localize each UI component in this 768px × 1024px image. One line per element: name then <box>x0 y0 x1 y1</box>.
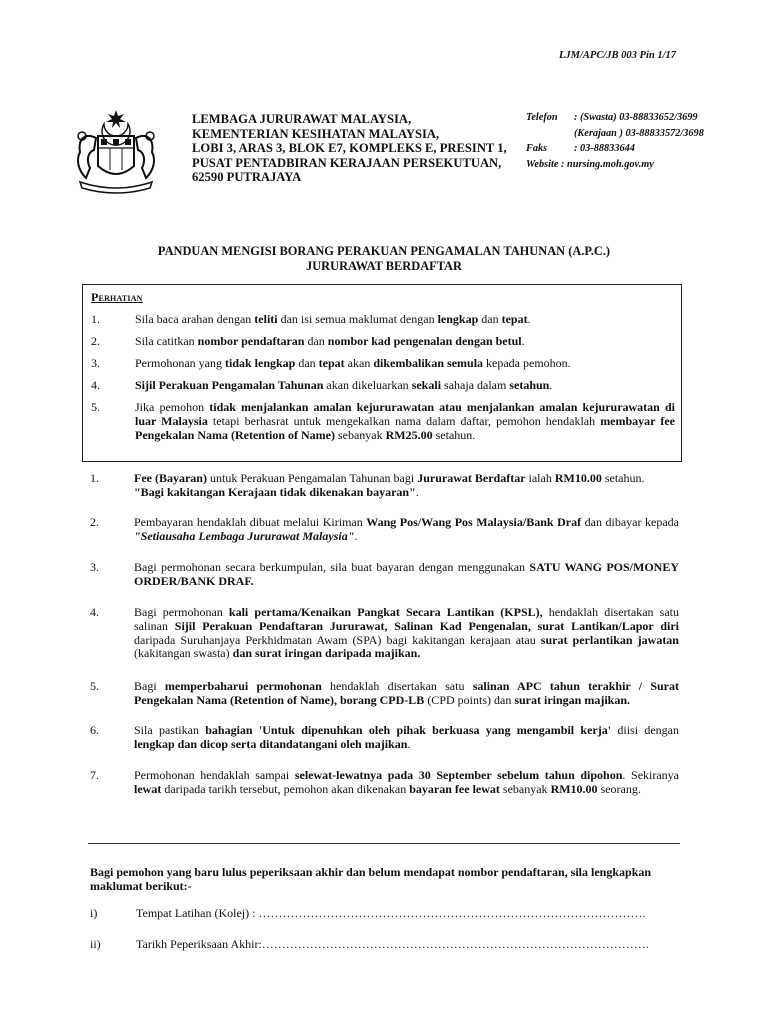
instruction-text: Sila pastikan bahagian 'Untuk dipenuhkan oleh pihak berkuasa yang mengambil kerja' diisi dengan lengkap dan dicop serta ditandatangani oleh majikan. <box>134 723 679 751</box>
notice-box <box>82 284 682 462</box>
instruction-number: 2. <box>90 515 99 529</box>
instruction-text: Permohonan hendaklah sampai selewat-lewatnya pada 30 September sebelum tahun dipohon. Sekiranya lewat daripada tarikh tersebut, pemohon akan dikenakan bayaran fee lewat sebanyak RM10.00 seorang. <box>134 768 680 796</box>
notice-item-text: Jika pemohon tidak menjalankan amalan kejururawatan atau menjalankan amalan kejururawatan di luar Malaysia tetapi berhasrat untuk mengekalkan nama dalam daftar, pemohon hendaklah membayar fee Pengekalan Nama (Retention of Name) sebanyak RM25.00 setahun. <box>135 400 675 442</box>
notice-item-number: 4. <box>91 378 100 392</box>
notice-heading: Perhatian <box>91 290 143 304</box>
fax-label: Faks <box>526 143 548 155</box>
instruction-text: Fee (Bayaran) untuk Perakuan Pengamalan Tahunan bagi Jururawat Berdaftar ialah RM10.00 setahun. "Bagi kakitangan Kerajaan tidak dikenakan bayaran". <box>134 471 645 499</box>
notice-item-number: 5. <box>91 400 100 414</box>
field-number: ii) <box>90 937 101 951</box>
org-line: KEMENTERIAN KESIHATAN MALAYSIA, <box>192 126 440 141</box>
document-reference: LJM/APC/JB 003 Pin 1/17 <box>559 50 676 61</box>
notice-item-text: Sila catitkan nombor pendaftaran dan nombor kad pengenalan dengan betul. <box>135 334 525 348</box>
instruction-number: 4. <box>90 605 99 619</box>
malaysia-coat-of-arms-icon <box>66 108 166 194</box>
instruction-text: Bagi permohonan secara berkumpulan, sila buat bayaran dengan menggunakan SATU WANG POS/MONEY ORDER/BANK DRAF. <box>134 560 680 588</box>
notice-item-number: 2. <box>91 334 100 348</box>
website: Website : nursing.moh.gov.my <box>526 158 654 170</box>
notice-item-number: 3. <box>91 356 100 370</box>
instruction-number: 5. <box>90 679 99 693</box>
notice-item-text: Sila baca arahan dengan teliti dan isi semua maklumat dengan lengkap dan tepat. <box>135 312 531 326</box>
fax-number: : 03-88833644 <box>574 143 635 155</box>
notice-item-number: 1. <box>91 312 100 326</box>
instruction-number: 1. <box>90 471 99 485</box>
instruction-text: Bagi memperbaharui permohonan hendaklah disertakan satu salinan APC tahun terakhir / Surat Pengekalan Nama (Retention of Name), borang CPD-LB (CPD points) dan surat iringan majikan. <box>134 679 680 707</box>
instruction-number: 3. <box>90 560 99 574</box>
field-number: i) <box>90 906 98 920</box>
title-line-1: PANDUAN MENGISI BORANG PERAKUAN PENGAMALAN TAHUNAN (A.P.C.) <box>157 244 611 258</box>
instruction-number: 6. <box>90 723 99 737</box>
instruction-text: Bagi permohonan kali pertama/Kenaikan Pangkat Secara Lantikan (KPSL), hendaklah disertakan satu salinan Sijil Perakuan Pendaftaran Jururawat, Salinan Kad Pengenalan, surat Lantikan/Lapor diri daripada Suruhanjaya Perkhidmatan Awam (SPA) bagi kakitangan kerajaan atau surat perlantikan jawatan (kakitangan swasta) dan surat iringan daripada majikan. <box>134 605 679 661</box>
tel-swasta: : (Swasta) 03-88833652/3699 <box>574 112 698 123</box>
org-line: PUSAT PENTADBIRAN KERAJAAN PERSEKUTUAN, <box>192 155 502 170</box>
notice-item-text: Sijil Perakuan Pengamalan Tahunan akan dikeluarkan sekali sahaja dalam setahun. <box>135 378 553 392</box>
tel-label: Telefon <box>526 112 558 123</box>
org-line: LEMBAGA JURURAWAT MALAYSIA, <box>192 112 412 126</box>
contact-info <box>526 110 704 172</box>
org-line: LOBI 3, ARAS 3, BLOK E7, KOMPLEKS E, PRESINT 1, <box>192 141 507 156</box>
notice-item-text: Permohonan yang tidak lengkap dan tepat akan dikembalikan semula kepada pemohon. <box>135 356 571 370</box>
field-label: Tempat Latihan (Kolej) : ……………………………………………………………………………………. <box>136 906 646 920</box>
instruction-text: Pembayaran hendaklah dibuat melalui Kiriman Wang Pos/Wang Pos Malaysia/Bank Draf dan dibayar kepada "Setiausaha Lembaga Jururawat Malaysia". <box>134 515 679 543</box>
title-line-2: JURURAWAT BERDAFTAR <box>306 258 462 273</box>
field-label: Tarikh Peperiksaan Akhir:……………………………………………………………………………………. <box>136 937 649 951</box>
instruction-number: 7. <box>90 768 99 782</box>
organization-address <box>192 112 507 185</box>
tel-kerajaan: (Kerajaan ) 03-88833572/3698 <box>574 127 704 139</box>
divider <box>88 843 680 844</box>
org-line: 62590 PUTRAJAYA <box>192 170 302 185</box>
footer-intro: Bagi pemohon yang baru lulus peperiksaan akhir dan belum mendapat nombor pendaftaran, sila lengkapkan maklumat berikut:- <box>90 865 652 893</box>
document-title <box>0 244 768 273</box>
